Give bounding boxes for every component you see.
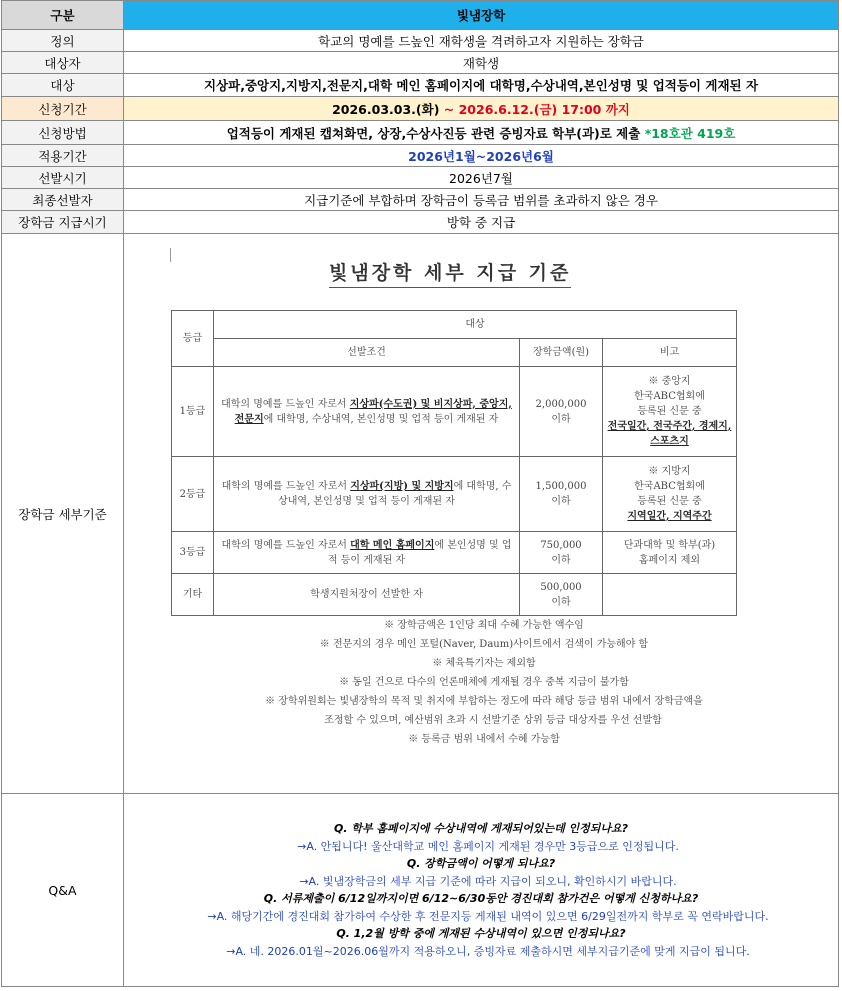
g2-n4: 지역일간, 지역주간 (627, 511, 712, 522)
row-method (2, 121, 839, 145)
detail-key: 장학금 세부기준 (2, 234, 124, 794)
header-value: 빛냄장학 (124, 1, 839, 30)
period-sep: ~ (439, 101, 459, 117)
col-cond: 선발조건 (214, 339, 520, 367)
g3-c1: 대학의 명예를 드높인 자로서 (221, 539, 351, 551)
g4-amount (520, 574, 603, 616)
qa-question-2: Q. 장학금액이 어떻게 되나요? (406, 857, 556, 870)
qa-question-4: Q. 1,2월 방학 중에 게재된 수상내역이 있으면 인정되나요? (336, 927, 626, 940)
period-end: 2026.6.12.(금) 17:00 까지 (458, 101, 630, 117)
qa-answer-1: →A. 안됩니다! 울산대학교 메인 홈페이지 게재된 경우만 3등급으로 인정됩니다. (297, 839, 679, 853)
col-amount: 장학금액(원) (520, 339, 603, 367)
g1-grade: 1등급 (172, 367, 214, 457)
col-target: 대상 (214, 311, 737, 339)
g3-n2: 홈페이지 제외 (638, 554, 701, 566)
row-final (2, 189, 839, 211)
row-target (2, 74, 839, 97)
g2-n3: 등록된 신문 중 (637, 496, 702, 507)
period-start: 2026.03.03.(화) (332, 101, 440, 117)
row-definition (2, 30, 839, 52)
row-payment (2, 211, 839, 234)
g3-amount-unit: 이하 (551, 554, 571, 566)
qa-answer-2: →A. 빛냄장학금의 세부 지급 기준에 따라 지급이 되오니, 확인하시기 바랍니다. (299, 874, 677, 888)
g2-c1: 대학의 명예를 드높인 자로서 (221, 481, 351, 492)
g1-amount (520, 367, 603, 457)
period-value (124, 97, 839, 121)
g4-amount-value: 500,000 (540, 581, 582, 593)
g1-cond (214, 367, 520, 457)
final-key: 최종선발자 (2, 189, 124, 211)
method-text: 업적등이 게재된 캡쳐화면, 상장,수상사진등 관련 증빙자료 학부(과)로 제출 (226, 125, 641, 141)
g3-grade: 3등급 (172, 532, 214, 574)
g1-amount-unit: 이하 (551, 413, 571, 425)
g4-amount-unit: 이하 (551, 596, 571, 608)
g1-c2: 에 대학명, 수상내역, 본인성명 및 업적 등이 게재된 자 (263, 413, 499, 425)
grade-header-row-1 (172, 311, 737, 339)
g2-n2: 한국ABC협회에 (634, 481, 705, 492)
applied-value: 2026년1월~2026년6월 (124, 145, 839, 167)
g3-cond (214, 532, 520, 574)
g3-c2: 에 본인성명 및 업적 등이 게재된 자 (327, 539, 512, 566)
row-period (2, 97, 839, 121)
g1-c1: 대학의 명예를 드높인 자로서 (221, 398, 350, 410)
g2-amount-value: 1,500,000 (535, 481, 587, 492)
eligible-key: 대상자 (2, 52, 124, 74)
g2-n1: ※ 지방지 (648, 466, 691, 477)
period-key: 신청기간 (2, 97, 124, 121)
note-6: ※ 등록금 범위 내에서 수혜 가능함 (408, 734, 560, 745)
note-2: ※ 전문지의 경우 메인 포털(Naver, Daum)사이트에서 검색이 가능해야 함 (319, 639, 649, 650)
g3-amount-value: 750,000 (540, 539, 582, 551)
g2-note (603, 457, 737, 532)
grade-row-3 (172, 532, 737, 574)
grade-table (171, 310, 737, 616)
g3-note (603, 532, 737, 574)
g1-n1: ※ 중앙지 (648, 376, 691, 387)
qa-question-1: Q. 학부 홈페이지에 수상내역에 게재되어있는데 인정되나요? (333, 822, 629, 835)
grade-row-1 (172, 367, 737, 457)
row-detail (2, 234, 839, 794)
detail-document (134, 242, 834, 782)
g1-amount-value: 2,000,000 (535, 398, 587, 410)
qa-answer-3: →A. 해당기간에 경진대회 참가하여 수상한 후 전문지등 게재된 내역이 있으면 6/29일전까지 학부로 꼭 연락바랍니다. (207, 909, 769, 923)
g1-n4: 전국일간, 전국주간, 경제지, 스포츠지 (607, 421, 732, 447)
definition-key: 정의 (2, 30, 124, 52)
cursor-mark (170, 248, 171, 262)
notes-list (174, 616, 794, 749)
note-5: ※ 장학위원회는 빛냄장학의 목적 및 취지에 부합하는 정도에 따라 해당 등급 범위 내에서 장학금액을 (265, 696, 703, 707)
method-key: 신청방법 (2, 121, 124, 145)
col-grade: 등급 (172, 311, 214, 367)
row-selection (2, 167, 839, 189)
g2-amount (520, 457, 603, 532)
qa-value (124, 794, 839, 987)
target-value: 지상파,중앙지,지방지,전문지,대학 메인 홈페이지에 대학명,수상내역,본인성명 및 업적등이 게재된 자 (124, 74, 839, 97)
qa-key: Q&A (2, 794, 124, 987)
header-row (2, 1, 839, 30)
g2-u1: 지상파(지방) 및 지방지 (350, 481, 454, 492)
g2-c2: 에 대학명, 수상내역, 본인성명 및 업적 등이 게재된 자 (278, 481, 512, 507)
g2-grade: 2등급 (172, 457, 214, 532)
g1-u1: 지상파(수도권) 및 비지상파, 중앙지, 전문지 (234, 398, 512, 425)
doc-title: 빛냄장학 세부 지급 기준 (329, 258, 571, 288)
row-applied (2, 145, 839, 167)
note-1: ※ 장학금액은 1인당 최대 수혜 가능한 액수임 (384, 620, 584, 631)
g4-grade: 기타 (172, 574, 214, 616)
grade-row-4 (172, 574, 737, 616)
row-qa (2, 794, 839, 987)
qa-question-3: Q. 서류제출이 6/12일까지이면 6/12~6/30동안 경진대회 참가건은 어떻게 신청하나요? (263, 892, 699, 905)
selection-value: 2026년7월 (124, 167, 839, 189)
grade-row-2 (172, 457, 737, 532)
definition-value: 학교의 명예를 드높인 재학생을 격려하고자 지원하는 장학금 (124, 30, 839, 52)
target-key: 대상 (2, 74, 124, 97)
g3-u1: 대학 메인 홈페이지 (350, 539, 435, 551)
col-note: 비고 (603, 339, 737, 367)
selection-key: 선발시기 (2, 167, 124, 189)
g1-note (603, 367, 737, 457)
qa-answer-4: →A. 네. 2026.01월~2026.06월까지 적용하오니, 증빙자료 제출하시면 세부지급기준에 맞게 지급이 됩니다. (226, 944, 750, 958)
g3-amount (520, 532, 603, 574)
payment-value: 방학 중 지급 (124, 211, 839, 234)
detail-value (124, 234, 839, 794)
g1-n3: 등록된 신문 중 (637, 406, 702, 417)
g3-n1: 단과대학 및 학부(과) (623, 539, 716, 551)
scholarship-table (1, 0, 839, 987)
g4-note (603, 574, 737, 616)
payment-key: 장학금 지급시기 (2, 211, 124, 234)
eligible-value: 재학생 (124, 52, 839, 74)
g2-cond (214, 457, 520, 532)
g4-cond: 학생지원처장이 선발한 자 (214, 574, 520, 616)
applied-key: 적용기간 (2, 145, 124, 167)
method-value (124, 121, 839, 145)
method-note: *18호관 419호 (644, 125, 736, 141)
grade-header-row-2 (172, 339, 737, 367)
note-3: ※ 체육특기자는 제외함 (432, 658, 536, 669)
note-5-cont: 조정할 수 있으며, 예산범위 초과 시 선발기준 상위 등급 대상자를 우선 선발함 (324, 715, 662, 726)
final-value: 지급기준에 부합하며 장학금이 등록금 범위를 초과하지 않은 경우 (124, 189, 839, 211)
header-key: 구분 (2, 1, 124, 30)
note-4: ※ 동일 건으로 다수의 언론매체에 게재될 경우 중복 지급이 불가함 (339, 677, 629, 688)
row-eligible (2, 52, 839, 74)
g2-amount-unit: 이하 (551, 496, 571, 507)
g1-n2: 한국ABC협회에 (634, 391, 705, 402)
